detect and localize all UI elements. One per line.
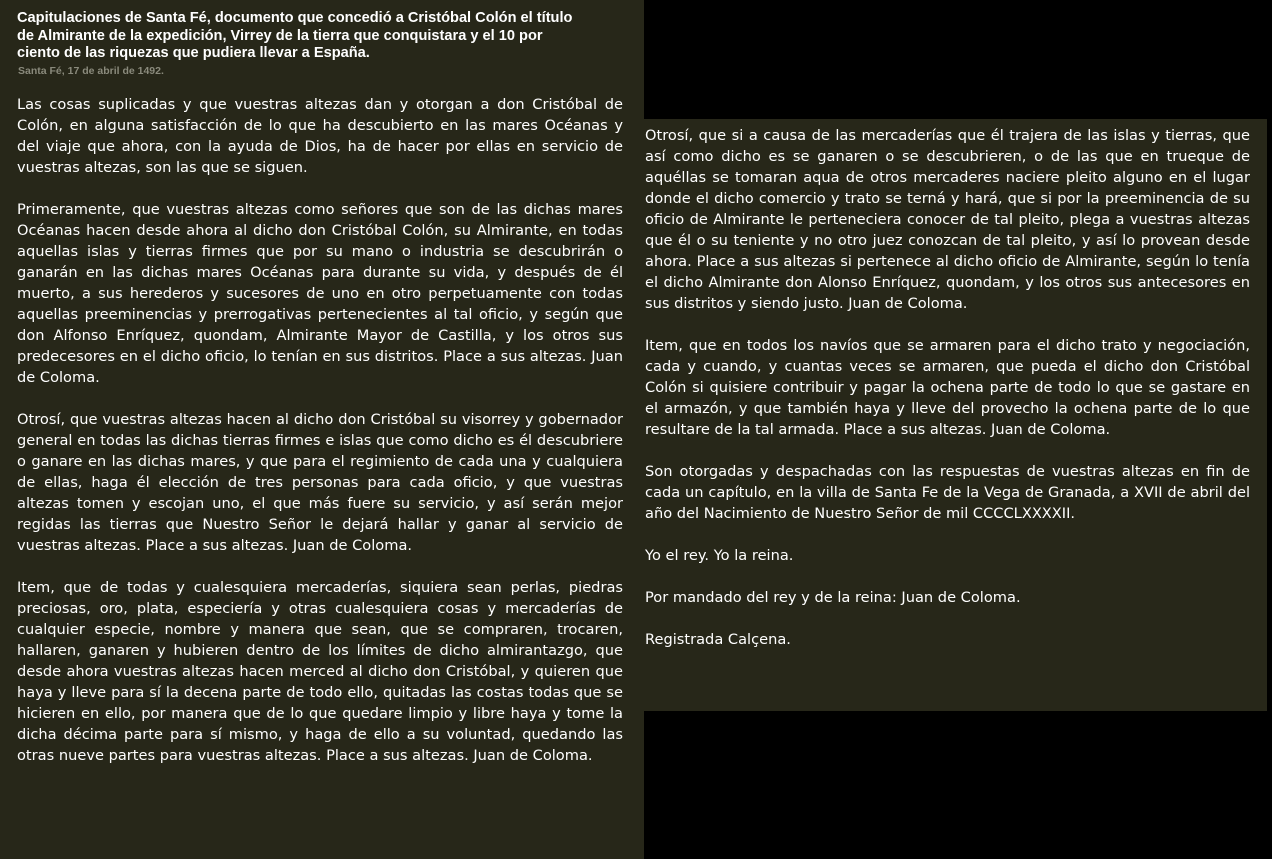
- paragraph: Item, que en todos los navíos que se armaren para el dicho trato y negociación, cada y cuando, y cuantas veces se armaren, que pueda el dicho don Cristóbal Colón si quisiere contribuir y pagar la ochena parte de todo lo que se gastare en el armazón, y que también haya y lleve del provecho la ochena parte de lo que resultare de la tal armada. Place a sus altezas. Juan de Coloma.: [645, 337, 1250, 438]
- right-text-panel: [629, 119, 1267, 711]
- paragraph: Otrosí, que vuestras altezas hacen al dicho don Cristóbal su visorrey y gobernador general en todas las dichas tierras firmes e islas que como dicho es él descubriere o ganare en las dichas mares, y que para el regimiento de cada una y cualquiera de ellas, haga él elección de tres personas para cada oficio, y que vuestras altezas tomen y escojan uno, el que más fuere su servicio, y así serán mejor regidas las tierras que Nuestro Señor le dejará hallar y ganar al servicio de vuestras altezas. Place a sus altezas. Juan de Coloma.: [17, 410, 623, 554]
- paragraph: Son otorgadas y despachadas con las respuestas de vuestras altezas en fin de cada un capítulo, en la villa de Santa Fe de la Vega de Granada, a XVII de abril del año del Nacimiento de Nuestro Señor de mil CCCCLXXXXII.: [645, 463, 1250, 522]
- registration-line: Registrada Calçena.: [645, 631, 791, 648]
- document-date: Santa Fé, 17 de abril de 1492.: [18, 64, 164, 77]
- paragraph: Otrosí, que si a causa de las mercaderías que él trajera de las islas y tierras, que así como dicho es se ganaren o se descubrieren, o de las que en trueque de aquéllas se tomaran aqua de otros mercaderes naciere pleito alguno en el lugar donde el dicho comercio y trato se terná y hará, que si por la preeminencia de su oficio de Almirante le perteneciera conocer de tal pleito, plega a vuestras altezas que él o su teniente y no otro juez conozcan de tal pleito, y así lo provean desde ahora. Place a sus altezas si pertenece al dicho oficio de Almirante, según lo tenía el dicho Almirante don Alonso Enríquez, quondam, y los otros sus antecesores en sus distritos y siendo justo. Juan de Coloma.: [645, 127, 1250, 312]
- mandate-line: Por mandado del rey y de la reina: Juan de Coloma.: [645, 589, 1021, 606]
- paragraph: Primeramente, que vuestras altezas como señores que son de las dichas mares Océanas hacen desde ahora al dicho don Cristóbal Colón, su Almirante, en todas aquellas islas y tierras firmes que por su mano o industria se descubrirán o ganarán en las dichas mares Océanas para durante su vida, y después de él muerto, a sus herederos y sucesores de uno en otro perpetuamente con todas aquellas preeminencias y prerrogativas pertenecientes al tal oficio, y según que don Alfonso Enríquez, quondam, Almirante Mayor de Castilla, y los otros sus predecesores en el dicho oficio, lo tenían en sus distritos. Place a sus altezas. Juan de Coloma.: [17, 200, 623, 386]
- paragraph: Item, que de todas y cualesquiera mercaderías, siquiera sean perlas, piedras preciosas, oro, plata, especiería y otras cualesquiera cosas y mercaderías de cualquier especie, nombre y manera que sean, que se compraren, trocaren, hallaren, ganaren y hubieren dentro de los límites de dicho almirantazgo, que desde ahora vuestras altezas hacen merced al dicho don Cristóbal, y quieren que haya y lleve para sí la decena parte de todo ello, quitadas las costas todas que se hicieren en ello, por manera que de lo que quedare limpio y libre haya y tome la dicha décima parte para sí mismo, y haga de ello a su voluntad, quedando las otras nueve partes para vuestras altezas. Place a sus altezas. Juan de Coloma.: [17, 578, 623, 764]
- signature-line: Yo el rey. Yo la reina.: [645, 547, 794, 564]
- paragraph: Las cosas suplicadas y que vuestras altezas dan y otorgan a don Cristóbal de Colón, en alguna satisfacción de lo que ha descubierto en las mares Océanas y del viaje que ahora, con la ayuda de Dios, ha de hacer por ellas en servicio de vuestras altezas, son las que se siguen.: [17, 95, 623, 176]
- document-title: Capitulaciones de Santa Fé, documento que concedió a Cristóbal Colón el título de Almirante de la expedición, Virrey de la tierra que conquistara y el 10 por ciento de las riquezas que pudiera llevar a España.: [17, 10, 573, 62]
- left-body: [17, 94, 623, 766]
